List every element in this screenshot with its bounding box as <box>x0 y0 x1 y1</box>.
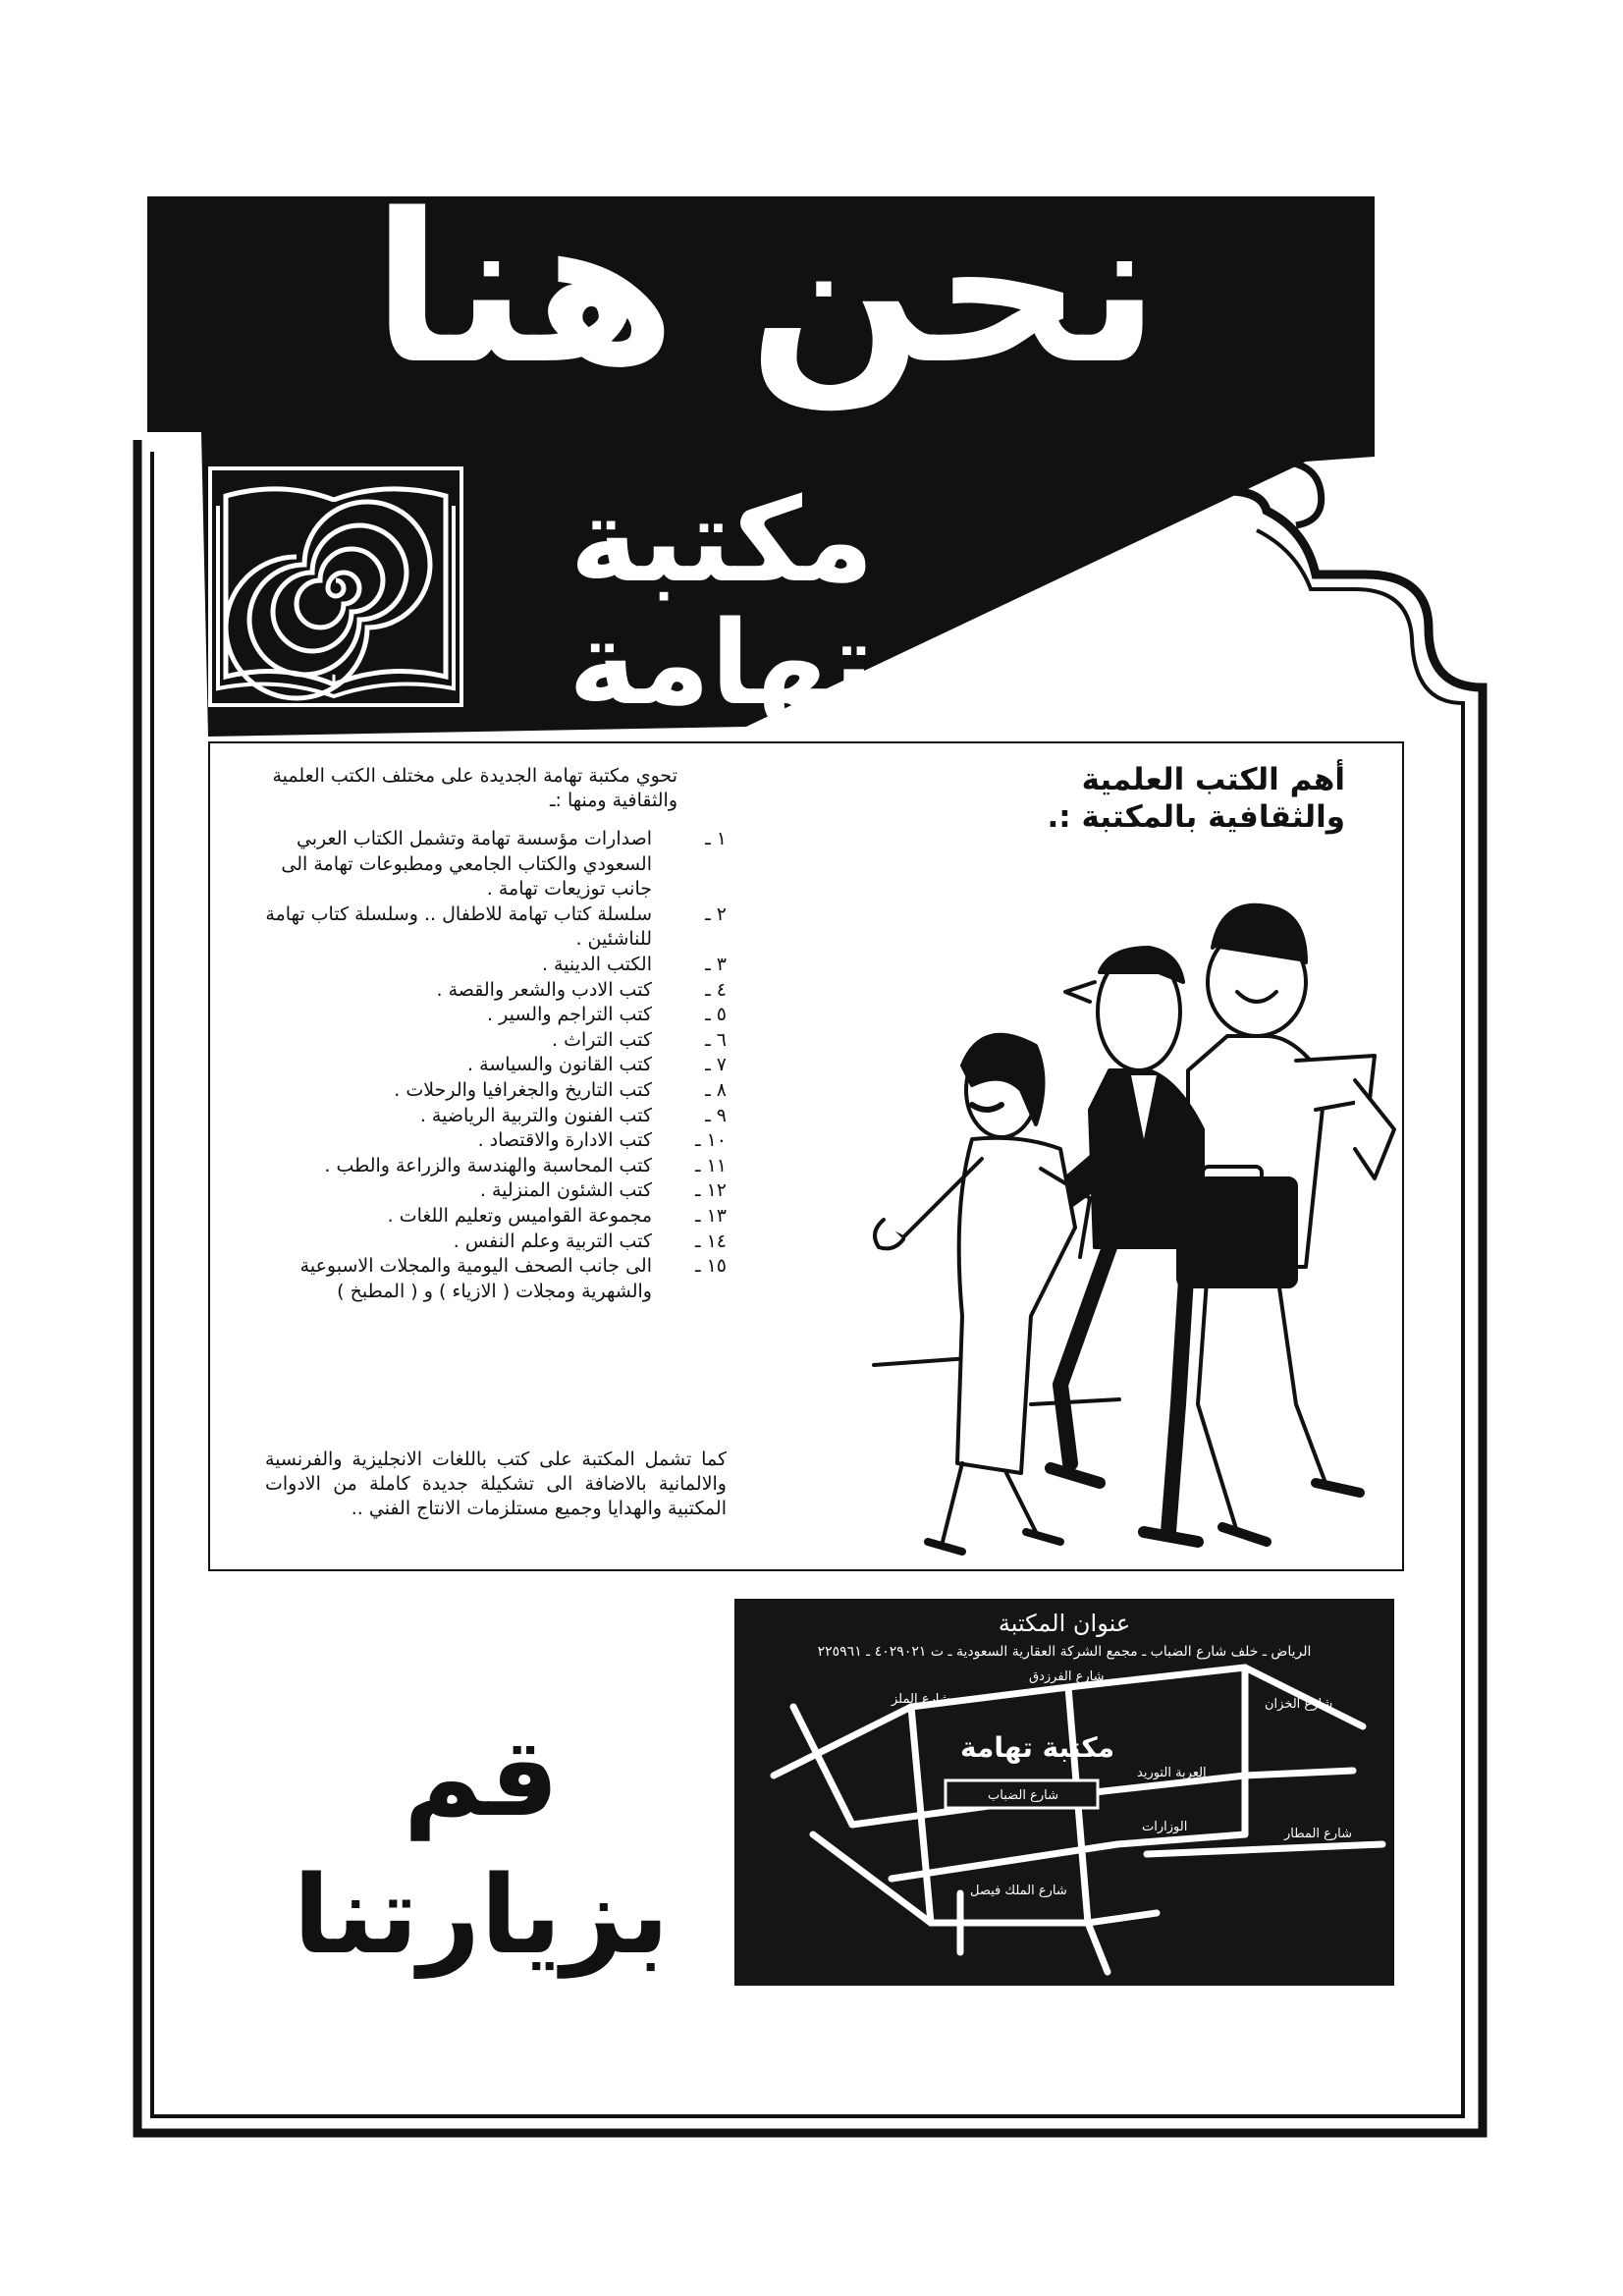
list-item-number: ١٢ ـ <box>694 1179 727 1202</box>
outro-text: كما تشمل المكتبة على كتب باللغات الانجليزية والفرنسية والالمانية بالاضافة الى تشكيلة جديدة كاملة من الادوات المكتبية والهدايا وجميع مستلزمات الانتاج الفني .. <box>265 1449 727 1519</box>
list-item-text: كتب الفنون والتربية الرياضية . <box>419 1104 652 1126</box>
list-item-number: ١١ ـ <box>694 1154 727 1176</box>
headline: نحن هنا <box>371 169 1161 410</box>
list-item-number: ٨ ـ <box>705 1078 727 1101</box>
map-street-label: شارع الملز <box>892 1692 950 1707</box>
list-item <box>265 1204 727 1230</box>
map-street-label: العربة التوريد <box>1137 1766 1207 1780</box>
list-item-text: كتب الشئون المنزلية . <box>479 1179 652 1202</box>
cta-line1: قم <box>403 1715 560 1840</box>
list-item-number: ١٠ ـ <box>694 1129 727 1152</box>
list-item <box>265 953 727 978</box>
map-address: الرياض ـ خلف شارع الضباب ـ مجمع الشركة العقارية السعودية ـ ت ٤٠٢٩٠٢١ ـ ٢٢٥٩٦١ <box>817 1644 1312 1660</box>
list-item-text: الى جانب الصحف اليومية والمجلات الاسبوعية والشهرية ومجلات ( الازياء ) و ( المطبخ ) <box>299 1255 652 1302</box>
intro-text: تحوي مكتبة تهامة الجديدة على مختلف الكتب العلمية والثقافية ومنها :ـ <box>272 765 677 811</box>
list-item <box>265 1254 727 1304</box>
walking-men-illustration <box>864 854 1404 1561</box>
list-item <box>265 1230 727 1255</box>
map-street-label: شارع الملك فيصل <box>970 1884 1067 1898</box>
library-name-line1: مكتبة <box>569 472 874 608</box>
list-item <box>265 1154 727 1179</box>
list-item-number: ٦ ـ <box>705 1028 727 1051</box>
list-item <box>265 1104 727 1129</box>
list-item-number: ٢ ـ <box>705 902 727 925</box>
list-item <box>265 978 727 1004</box>
book-categories-list <box>265 827 727 1304</box>
list-item-number: ٧ ـ <box>705 1054 727 1076</box>
list-item <box>265 1028 727 1054</box>
list-item <box>265 902 727 953</box>
library-logo <box>208 466 463 707</box>
list-item <box>265 1053 727 1078</box>
list-item-text: كتب الادب والشعر والقصة . <box>436 978 652 1001</box>
section-heading-line1: أهم الكتب العلمية <box>1081 762 1345 797</box>
list-item-text: كتب التراجم والسير . <box>487 1004 652 1026</box>
list-item <box>265 1128 727 1154</box>
map-street-label: الوزارات <box>1142 1820 1188 1834</box>
list-item-text: كتب المحاسبة والهندسة والزراعة والطب . <box>324 1154 652 1176</box>
list-item <box>265 1078 727 1104</box>
list-item-text: كتب القانون والسياسة . <box>467 1054 652 1076</box>
list-item <box>265 1178 727 1204</box>
map-store-label: مكتبة تهامة <box>960 1731 1115 1764</box>
location-map <box>734 1599 1394 1986</box>
list-item-number: ٣ ـ <box>705 953 727 975</box>
map-street-label: شارع الخزان <box>1265 1697 1333 1712</box>
list-item-text: كتب التربية وعلم النفس . <box>453 1230 652 1252</box>
list-item-number: ١ ـ <box>705 828 727 849</box>
map-street-label: شارع الفرزدق <box>1029 1669 1105 1684</box>
list-item-number: ٥ ـ <box>705 1004 727 1026</box>
list-item-number: ٤ ـ <box>705 978 727 1001</box>
map-street-label: شارع الضباب <box>988 1788 1058 1803</box>
list-item <box>265 1003 727 1028</box>
list-item-number: ١٤ ـ <box>694 1230 727 1252</box>
list-item-text: كتب التراث . <box>551 1028 652 1051</box>
map-title: عنوان المكتبة <box>998 1610 1131 1637</box>
list-item-number: ٩ ـ <box>705 1104 727 1126</box>
list-item-number: ١٣ ـ <box>694 1204 727 1227</box>
library-name-line2: تهامة <box>568 595 874 731</box>
cta-line2: بزيارتنا <box>293 1852 670 1978</box>
map-street-label: شارع المطار <box>1284 1827 1353 1841</box>
list-item <box>265 827 727 902</box>
list-item-text: كتب التاريخ والجغرافيا والرحلات . <box>394 1078 652 1101</box>
list-item-text: مجموعة القواميس وتعليم اللغات . <box>387 1204 652 1227</box>
list-item-text: سلسلة كتاب تهامة للاطفال .. وسلسلة كتاب تهامة للناشئين . <box>265 902 652 951</box>
section-heading <box>884 761 1345 836</box>
list-item-text: اصدارات مؤسسة تهامة وتشمل الكتاب العربي السعودي والكتاب الجامعي ومطبوعات تهامة الى جانب توزيعات تهامة . <box>281 828 652 901</box>
list-item-text: كتب الادارة والاقتصاد . <box>477 1129 652 1152</box>
list-item-number: ١٥ ـ <box>694 1255 727 1278</box>
list-item-text: الكتب الدينية . <box>541 953 652 975</box>
section-heading-line2: والثقافية بالمكتبة :. <box>1047 799 1345 835</box>
